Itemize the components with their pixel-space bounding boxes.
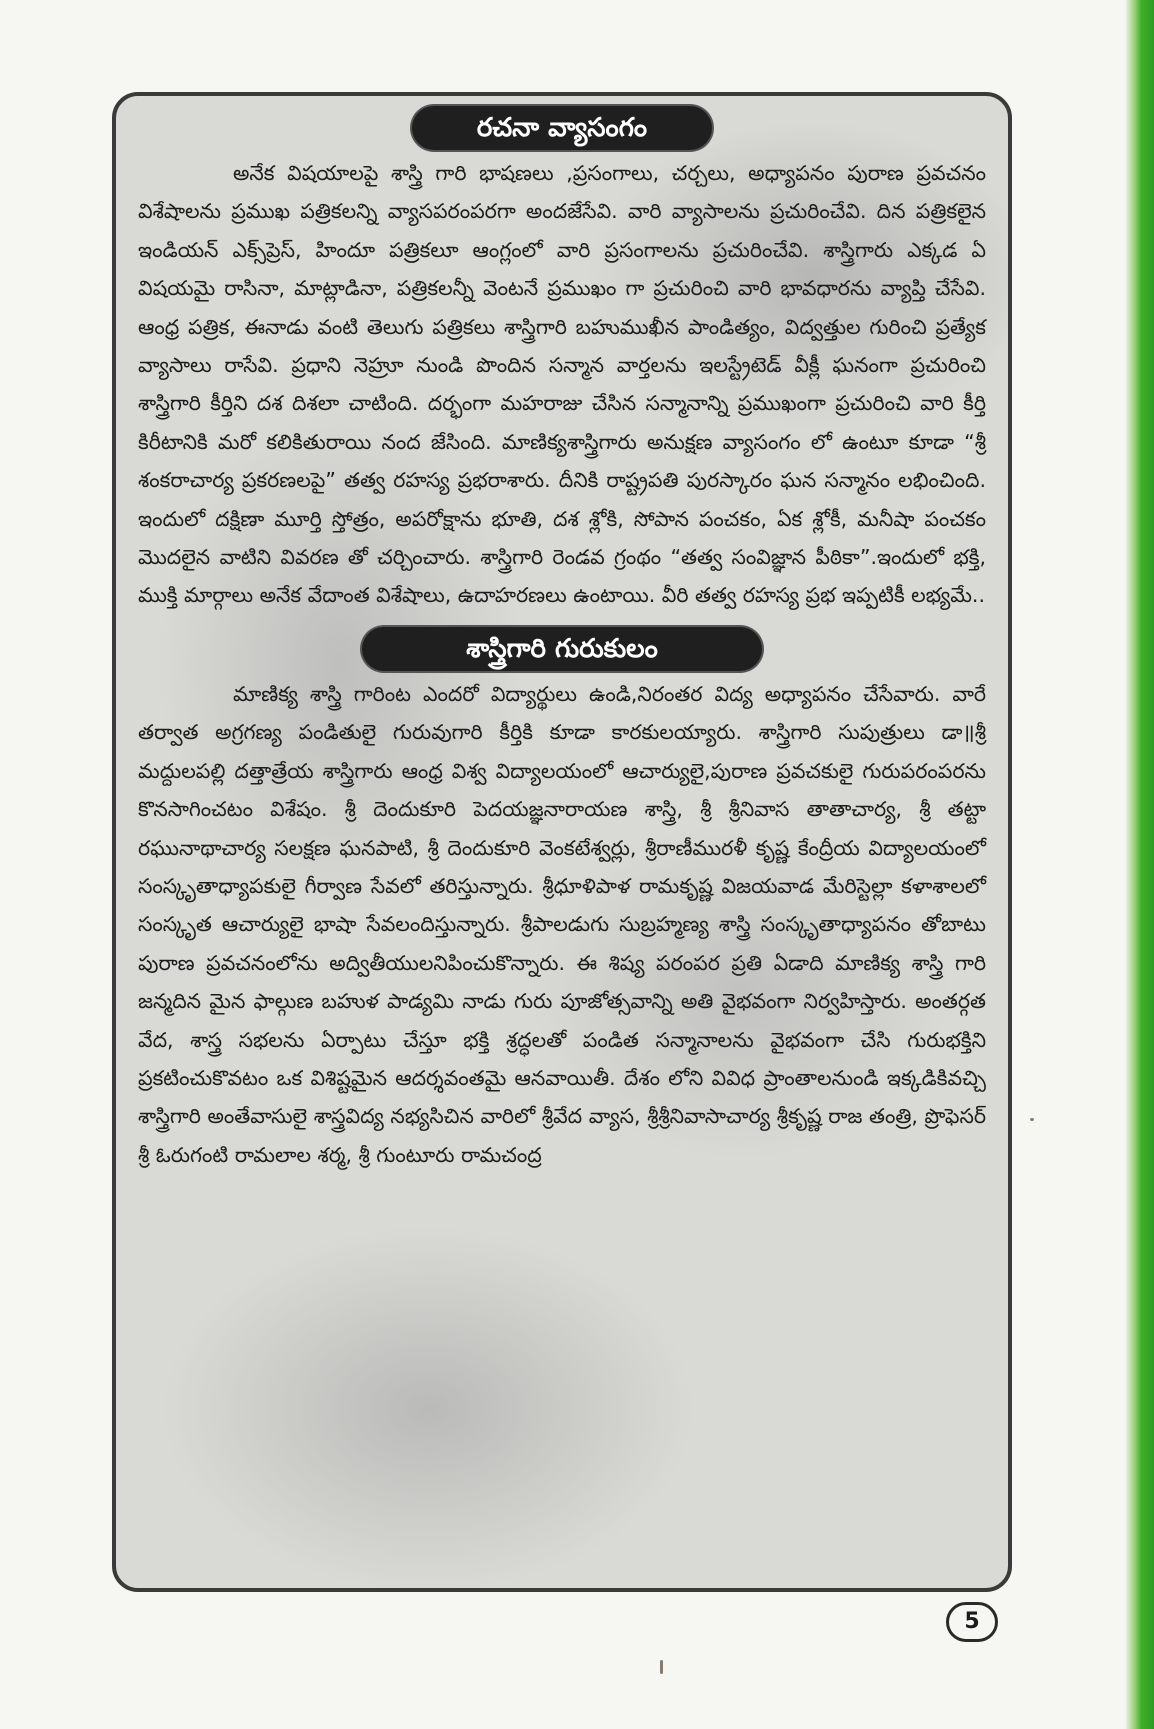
paper-speck (1030, 1118, 1034, 1121)
content-frame (112, 92, 1012, 1592)
paragraph: అనేక విషయాలపై శాస్త్రి గారి భాషణలు ,ప్రసంగాలు, చర్చలు, అధ్యాపనం పురాణ ప్రవచనం విశేషాలను ప్రముఖ పత్రికలన్ని వ్యాసపరంపరగా అందజేసేవి. వారి వ్యాసాలను ప్రచురించేవి. దిన పత్రికలైన ఇండియన్ ఎక్స్‌ప్రెస్, హిందూ పత్రికలూ ఆంగ్లంలో వారి ప్రసంగాలను ప్రచురించేవి. శాస్త్రిగారు ఎక్కడ ఏ విషయమై రాసినా, మాట్లాడినా, పత్రికలన్నీ వెంటనే ప్రముఖం గా ప్రచురించి వారి భావధారను వ్యాప్తి చేసేవి. ఆంధ్ర పత్రిక, ఈనాడు వంటి తెలుగు పత్రికలు శాస్త్రిగారి బహుముఖీన పాండిత్యం, విద్వత్తుల గురించి ప్రత్యేక వ్యాసాలు రాసేవి. ప్రధాని నెహ్రూ నుండి పొందిన సన్మాన వార్తలను ఇలస్ట్రేటెడ్ వీక్లీ ఘనంగా ప్రచురించి శాస్త్రిగారి కీర్తిని దశ దిశలా చాటింది. దర్భంగా మహరాజు చేసిన సన్మానాన్ని ప్రముఖంగా ప్రచురించి వారి కీర్తి కిరీటానికి మరో కలికితురాయి నంద జేసింది. మాణిక్యశాస్త్రిగారు అనుక్షణ వ్యాసంగం లో ఉంటూ కూడా “శ్రీ శంకరాచార్య ప్రకరణలపై” తత్వ రహస్య ప్రభరాశారు. దీనికి రాష్ట్రపతి పురస్కారం ఘన సన్మానం లభించింది. ఇందులో దక్షిణా మూర్తి స్తోత్రం, అపరోక్షాను భూతి, దశ శ్లోకి, సోపాన పంచకం, ఏక శ్లోకీ, మనీషా పంచకం మొదలైన వాటిని వివరణ తో చర్చించారు. శాస్త్రిగారి రెండవ గ్రంథం “తత్వ సంవిజ్ఞాన పీఠికా”.ఇందులో భక్తి, ముక్తి మార్గాలు అనేక వేదాంత విశేషాలు, ఉదాహరణలు ఉంటాయి. వీరి తత్వ రహస్య ప్రభ ఇప్పటికీ లభ్యమే.. (138, 161, 986, 608)
page-number: 5 (946, 1602, 998, 1642)
section-rachana-vyasangam (116, 154, 1008, 615)
section-gurukulam (116, 675, 1008, 1174)
section-heading-rachana-vyasangam: రచనా వ్యాసంగం (412, 106, 712, 150)
section-heading-gurukulam: శాస్త్రిగారి గురుకులం (362, 627, 762, 671)
paragraph: మాణిక్య శాస్త్రి గారింట ఎందరో విద్యార్థులు ఉండి,నిరంతర విద్య అధ్యాపనం చేసేవారు. వారే తర్వాత అగ్రగణ్య పండితులై గురువుగారి కీర్తికి కూడా కారకులయ్యారు. శాస్త్రిగారి సుపుత్రులు డా॥శ్రీ మద్దులపల్లి దత్తాత్రేయ శాస్త్రిగారు ఆంధ్ర విశ్వ విద్యాలయంలో ఆచార్యులై,పురాణ ప్రవచకులై గురుపరంపరను కొనసాగించటం విశేషం. శ్రీ దెందుకూరి పెదయజ్ఞనారాయణ శాస్త్రి, శ్రీ శ్రీనివాస తాతాచార్య, శ్రీ తట్టా రఘునాథాచార్య సలక్షణ ఘనపాటి, శ్రీ దెందుకూరి వెంకటేశ్వర్లు, శ్రీరాణీమురళీ కృష్ణ కేంద్రీయ విద్యాలయంలో సంస్కృతాధ్యాపకులై గీర్వాణ సేవలో తరిస్తున్నారు. శ్రీధూళిపాళ రామకృష్ణ విజయవాడ మేరిస్టెల్లా కళాశాలలో సంస్కృత ఆచార్యులై భాషా సేవలందిస్తున్నారు. శ్రీపాలడుగు సుబ్రహ్మణ్య శాస్త్రి సంస్కృతాధ్యాపనం తోబాటు పురాణ ప్రవచనంలోను అద్వితీయులనిపించుకొన్నారు. ఈ శిష్య పరంపర ప్రతి ఏడాది మాణిక్య శాస్త్రి గారి జన్మదిన మైన ఫాల్గుణ బహుళ పాడ్యమి నాడు గురు పూజోత్సవాన్ని అతి వైభవంగా నిర్వహిస్తారు. అంతర్గత వేద, శాస్త్ర సభలను ఏర్పాటు చేస్తూ భక్తి శ్రద్ధలతో పండిత సన్మానాలను వైభవంగా చేసి గురుభక్తిని ప్రకటించుకొవటం ఒక విశిష్టమైన ఆదర్శవంతమై ఆనవాయితీ. దేశం లోని వివిధ ప్రాంతాలనుండి ఇక్కడికివచ్చి శాస్త్రిగారి అంతేవాసులై శాస్త్రవిద్య నభ్యసిచిన వారిలో శ్రీవేద వ్యాస, శ్రీశ్రీనివాసాచార్య శ్రీకృష్ణ రాజ తంత్రి, ప్రొఫెసర్ శ్రీ ఓరుగంటి రామలాల శర్మ, శ్రీ గుంటూరు రామచంద్ర (138, 681, 986, 1167)
paper-speck (660, 1660, 663, 1674)
green-page-edge (1126, 0, 1154, 1729)
